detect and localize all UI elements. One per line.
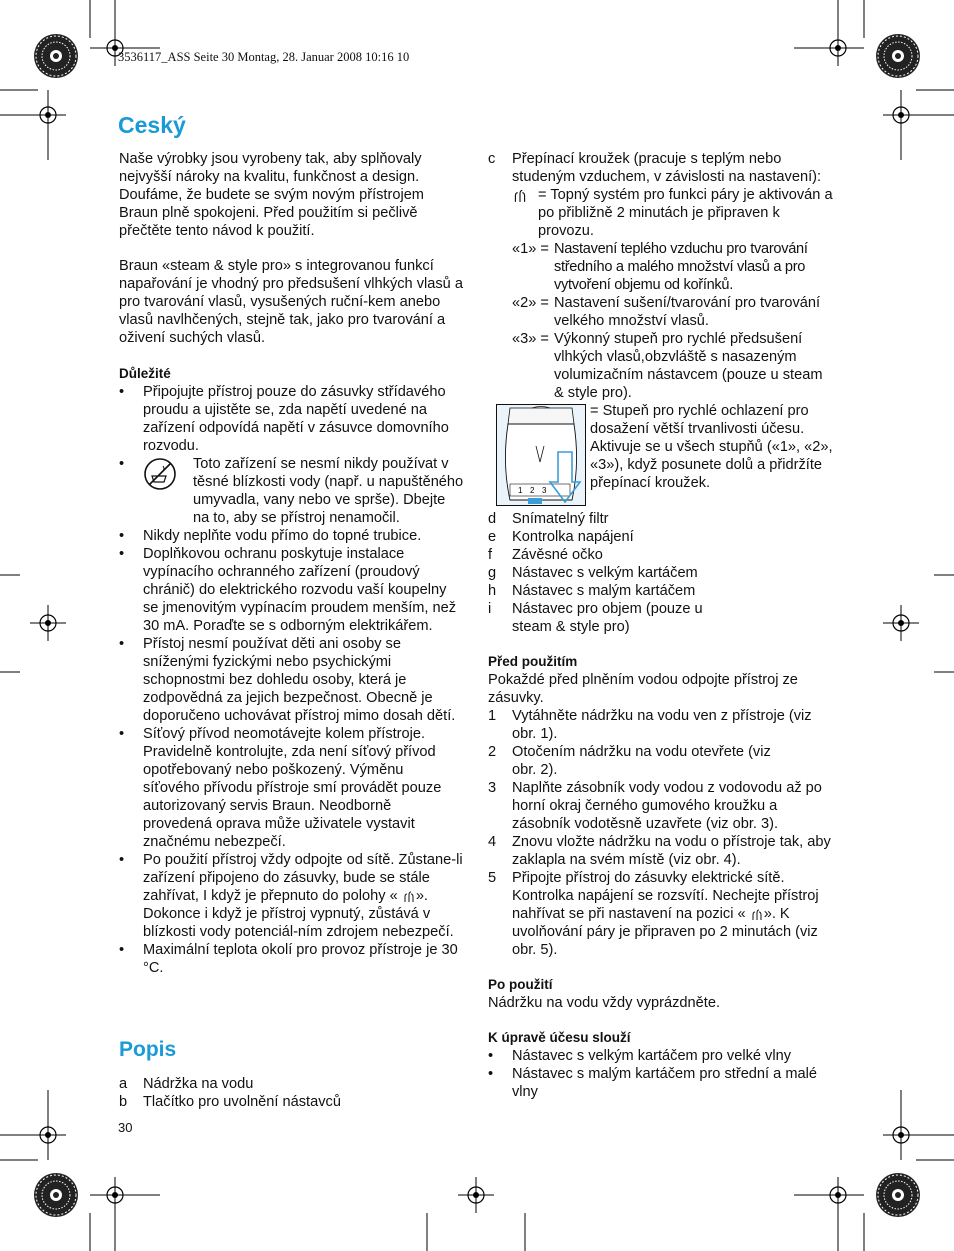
list-item: c Přepínací kroužek (pracuje s teplým nebo studeným vzduchem, v závislosti na nastavení): xyxy=(488,151,822,185)
print-header: 3536117_ASS Seite 30 Montag, 28. Januar 2008 10:16 10 xyxy=(118,50,410,64)
list-item: 5 Připojte přístroj do zásuvky elektrické sítě. Kontrolka napájení se rozsvítí. Nechejte přístroj nahřívat se při nastavení na pozici « ». K uvolňování páry je připraven po 2 minutách (viz obr. 5). xyxy=(488,870,819,958)
setting-row: «3» = Výkonný stupeň pro rychlé předsušení vlhkých vlasů,obzvláště s nasazeným volumizačním nástavcem (pouze u steam & style pro). xyxy=(512,331,823,401)
popis-list xyxy=(119,1075,464,1111)
steam-setting: = Topný systém pro funkci páry je aktivován a po přibližně 2 minutách je připraven k provozu. xyxy=(488,186,836,240)
no-water-icon xyxy=(143,455,193,527)
setting-row: «1» = Nastavení teplého vzduchu pro tvarování středního a malého množství vlasů a pro vytvoření objemu od kořínků. xyxy=(512,241,808,293)
right-column xyxy=(488,150,836,1101)
intro-paragraph-2: Braun «steam & style pro» s integrovanou funkcí napařování je vhodný pro předsušení vlhkých vlasů a pro tvarování vlasů, vysušených ruční-kem anebo vlasů navlhčených, stejně tak, jako pro tvarování a oživení suchých vlasů. xyxy=(119,258,463,346)
list-item: e Kontrolka napájení xyxy=(488,529,634,545)
list-item: • Toto zařízení se nesmí nikdy používat v těsné blízkosti vody (např. u napuštěného umyvadla, vany nebo ve sprše). Dbejte na to, aby se přístroj nenamočil. xyxy=(119,456,464,526)
list-item: 1 Vytáhněte nádržku na vodu ven z přístroje (viz obr. 1). xyxy=(488,708,812,742)
left-column xyxy=(119,150,464,977)
ring-illustration xyxy=(488,402,586,510)
list-item: d Snímatelný filtr xyxy=(488,511,609,527)
section-heading-popis: Popis xyxy=(119,1038,177,1061)
after-use-text: Nádržku na vodu vždy vyprázdněte. xyxy=(488,995,721,1011)
steam-icon xyxy=(402,889,416,903)
list-item: • Po použití přístroj vždy odpojte od sítě. Zůstane-li zařízení připojeno do zásuvky, bude se stále zahřívat, I když je přepnuto do polohy « ». Dokonce i když je přístroj vypnutý, zůstává v blízkosti vody potenciál-ním zdrojem nebezpečí. xyxy=(119,852,463,940)
after-use-heading: Po použití xyxy=(488,977,553,992)
list-item: • Nástavec s malým kartáčem pro střední a malé vlny xyxy=(488,1066,817,1100)
list-item: f Závěsné očko xyxy=(488,547,603,563)
page-number: 30 xyxy=(118,1120,133,1135)
list-item: 4 Znovu vložte nádržku na vodu o přístroje tak, aby zaklapla na svém místě (viz obr. 4). xyxy=(488,834,831,868)
important-heading: Důležité xyxy=(119,366,171,381)
list-item: • Připojujte přístroj pouze do zásuvky střídavého proudu a ujistěte se, zda napětí uvedené na zařízení odpovídá napětí v zásuvce domovního rozvodu. xyxy=(119,384,449,454)
before-use-text: Pokaždé před plněním vodou odpojte přístroj ze zásuvky. xyxy=(488,672,798,706)
setting-label: 2 xyxy=(530,486,535,495)
steam-icon xyxy=(750,907,764,921)
list-item: b Tlačítko pro uvolnění nástavců xyxy=(119,1094,341,1110)
list-item: • Nikdy neplňte vodu přímo do topné trubice. xyxy=(119,528,422,544)
list-item: • Maximální teplota okolí pro provoz přístroje je 30 °C. xyxy=(119,942,458,976)
steam-icon xyxy=(512,186,538,240)
intro-paragraph-1: Naše výrobky jsou vyrobeny tak, aby splňovaly nejvyšší nároky na kvalitu, funkčnost a design. Doufáme, že budete se svým novým přístrojem Braun plně spokojeni. Před použitím si pečlivě přečtěte tento návod k použití. xyxy=(119,151,424,239)
list-item: • Síťový přívod neomotávejte kolem přístroje. Pravidelně kontrolujte, zda není síťový přívod opotřebovaný nebo poškozený. Výměnu síťového přívodu přístroje smí provádět pouze autorizovaný servis Braun. Neodborně provedená oprava může uživatele vystavit značnému nebezpečí. xyxy=(119,726,442,850)
styling-heading: K úpravě účesu slouží xyxy=(488,1030,631,1045)
list-item: h Nástavec s malým kartáčem xyxy=(488,583,696,599)
cool-shot-row: 1 2 3 = Stupeň pro rychlé ochlazení pro dosažení větší trvanlivosti účesu. Aktivuje se u všech stupňů («1», «2», «3»), když posunete dolů a přidržíte přepínací kroužek. xyxy=(488,402,836,510)
list-item: a Nádržka na vodu xyxy=(119,1076,254,1092)
list-item: • Nástavec s velkým kartáčem pro velké vlny xyxy=(488,1048,791,1064)
setting-row: «2» = Nastavení sušení/tvarování pro tvarování velkého množství vlasů. xyxy=(512,295,821,329)
list-item: • Doplňkovou ochranu poskytuje instalace vypínacího ochranného zařízení (proudový chránič) do elektrického rozvodu vaší koupelny se jmenovitým vypínacím proudem menším, než 30 mA. Poraďte se s odborným elektrikářem. xyxy=(119,546,457,634)
list-item: 3 Naplňte zásobník vody vodou z vodovodu až po horní okraj černého gumového kroužku a zásobník vodotěsně uzavřete (viz obr. 3). xyxy=(488,780,822,832)
list-item: • Přístoj nesmí používat děti ani osoby se sníženými fyzickými nebo psychickými schopnostmi bez dohledu osoby, která je zodpovědná za jejich bezpečnost. Obecně je doporučeno uchovávat přístroj mimo dosah dětí. xyxy=(119,636,456,724)
setting-label: 3 xyxy=(542,486,547,495)
before-use-heading: Před použitím xyxy=(488,654,578,669)
setting-label: 1 xyxy=(518,486,523,495)
page-title: Ceský xyxy=(118,112,186,138)
list-item: 2 Otočením nádržku na vodu otevřete (viz obr. 2). xyxy=(488,744,771,778)
list-item: i Nástavec pro objem (pouze u steam & style pro) xyxy=(488,601,703,635)
list-item: g Nástavec s velkým kartáčem xyxy=(488,565,698,581)
